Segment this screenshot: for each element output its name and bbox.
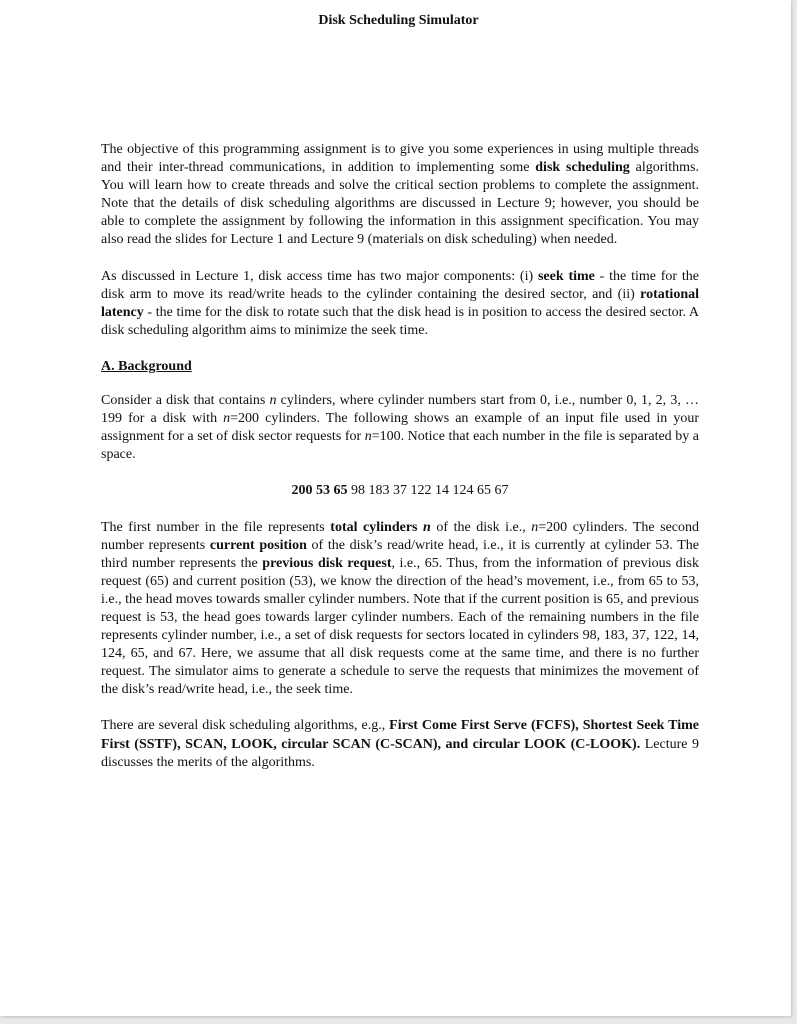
- bold-term: disk scheduling: [535, 160, 630, 176]
- bold-term: previous disk request: [262, 555, 392, 571]
- text-run: cylinders, where cylinder numbers start from 0, i.e., number 0, 1, 2, 3, … 199 for a disk with: [101, 393, 699, 427]
- text-run: The objective of this programming assignment is to give you some experiences in using multiple threads and their inter-thread communications, in addition to implementing some: [101, 142, 699, 176]
- document-body: [101, 141, 699, 790]
- italic-variable: n: [223, 411, 231, 427]
- bold-term: seek time: [537, 268, 595, 284]
- bold-term: total cylinders: [330, 519, 424, 535]
- text-run: As discussed in Lecture 1, disk access time has two major components: (i): [101, 268, 538, 284]
- text-run: Lecture 9 discusses the merits of the algorithms.: [101, 736, 699, 770]
- paragraph-background: [101, 392, 699, 464]
- text-run: , i.e., 65. Thus, from the information of previous disk request (65) and current position (53), we know the direction of the head’s movement, i.e., from 65 to 53, i.e., the head moves towards smaller cylinder numbers. Note that if the current position is 65, and previous request is 53, the head goes towards larger cylinder numbers. Each of the remaining numbers in the file represents cylinder number, i.e., a set of disk requests for sectors located in cylinders 98, 183, 37, 122, 14, 124, 65, and 67. Here, we assume that all disk requests come at the same time, and there is no further request. The simulator aims to generate a schedule to serve the requests that minimizes the movement of the disk’s read/write head, i.e., the seek time.: [101, 555, 699, 698]
- text-run: =200 cylinders. The following shows an example of an input file used in your assignment for a set of disk sector requests for: [101, 411, 699, 445]
- paragraph-objective: [101, 141, 699, 250]
- text-run: =200 cylinders. The second number represents: [101, 519, 700, 553]
- text-run: =100. Notice that each number in the file is separated by a space.: [101, 429, 699, 463]
- text-run: There are several disk scheduling algorithms, e.g.,: [101, 718, 390, 734]
- text-run: of the disk’s read/write head, i.e., it is currently at cylinder 53. The third number represents the: [101, 537, 699, 571]
- bold-term: rotational latency: [101, 286, 699, 320]
- text-run: of the disk i.e.,: [430, 519, 532, 535]
- text-run: Consider a disk that contains: [101, 393, 270, 409]
- bold-term: First Come First Serve (FCFS), Shortest Seek Time First (SSTF), SCAN, LOOK, circular SCAN (C-SCAN), and circular LOOK (C-LOOK).: [101, 718, 700, 752]
- text-run: algorithms. You will learn how to create threads and solve the critical section problems to complete the assignment. Note that the details of disk scheduling algorithms are discussed in Lecture 9; however, you should be able to complete the assignment by following the information in this assignment specification. You may also read the slides for Lecture 1 and Lecture 9 (materials on disk scheduling) when needed.: [101, 160, 699, 248]
- paragraph-algorithms: [101, 717, 699, 771]
- document-title: Disk Scheduling Simulator: [318, 13, 479, 28]
- italic-variable: n: [364, 429, 372, 445]
- example-remaining-numbers: 98 183 37 122 14 124 65 67: [347, 483, 509, 499]
- italic-variable: n: [531, 519, 539, 535]
- text-run: The first number in the file represents: [101, 519, 331, 535]
- section-heading-background: A. Background: [101, 358, 192, 374]
- italic-variable: n: [269, 393, 277, 409]
- bold-italic-variable: n: [423, 519, 431, 535]
- example-bold-numbers: 200 53 65: [291, 483, 348, 499]
- text-run: - the time for the disk arm to move its read/write heads to the cylinder containing the desired sector, and (ii): [101, 268, 700, 302]
- paragraph-access-time: [101, 268, 699, 340]
- example-input-line: [101, 482, 699, 500]
- bold-term: current position: [209, 537, 307, 553]
- text-run: - the time for the disk to rotate such that the disk head is in position to access the desired sector. A disk scheduling algorithm aims to minimize the seek time.: [101, 304, 699, 338]
- paragraph-input-explanation: [101, 519, 699, 700]
